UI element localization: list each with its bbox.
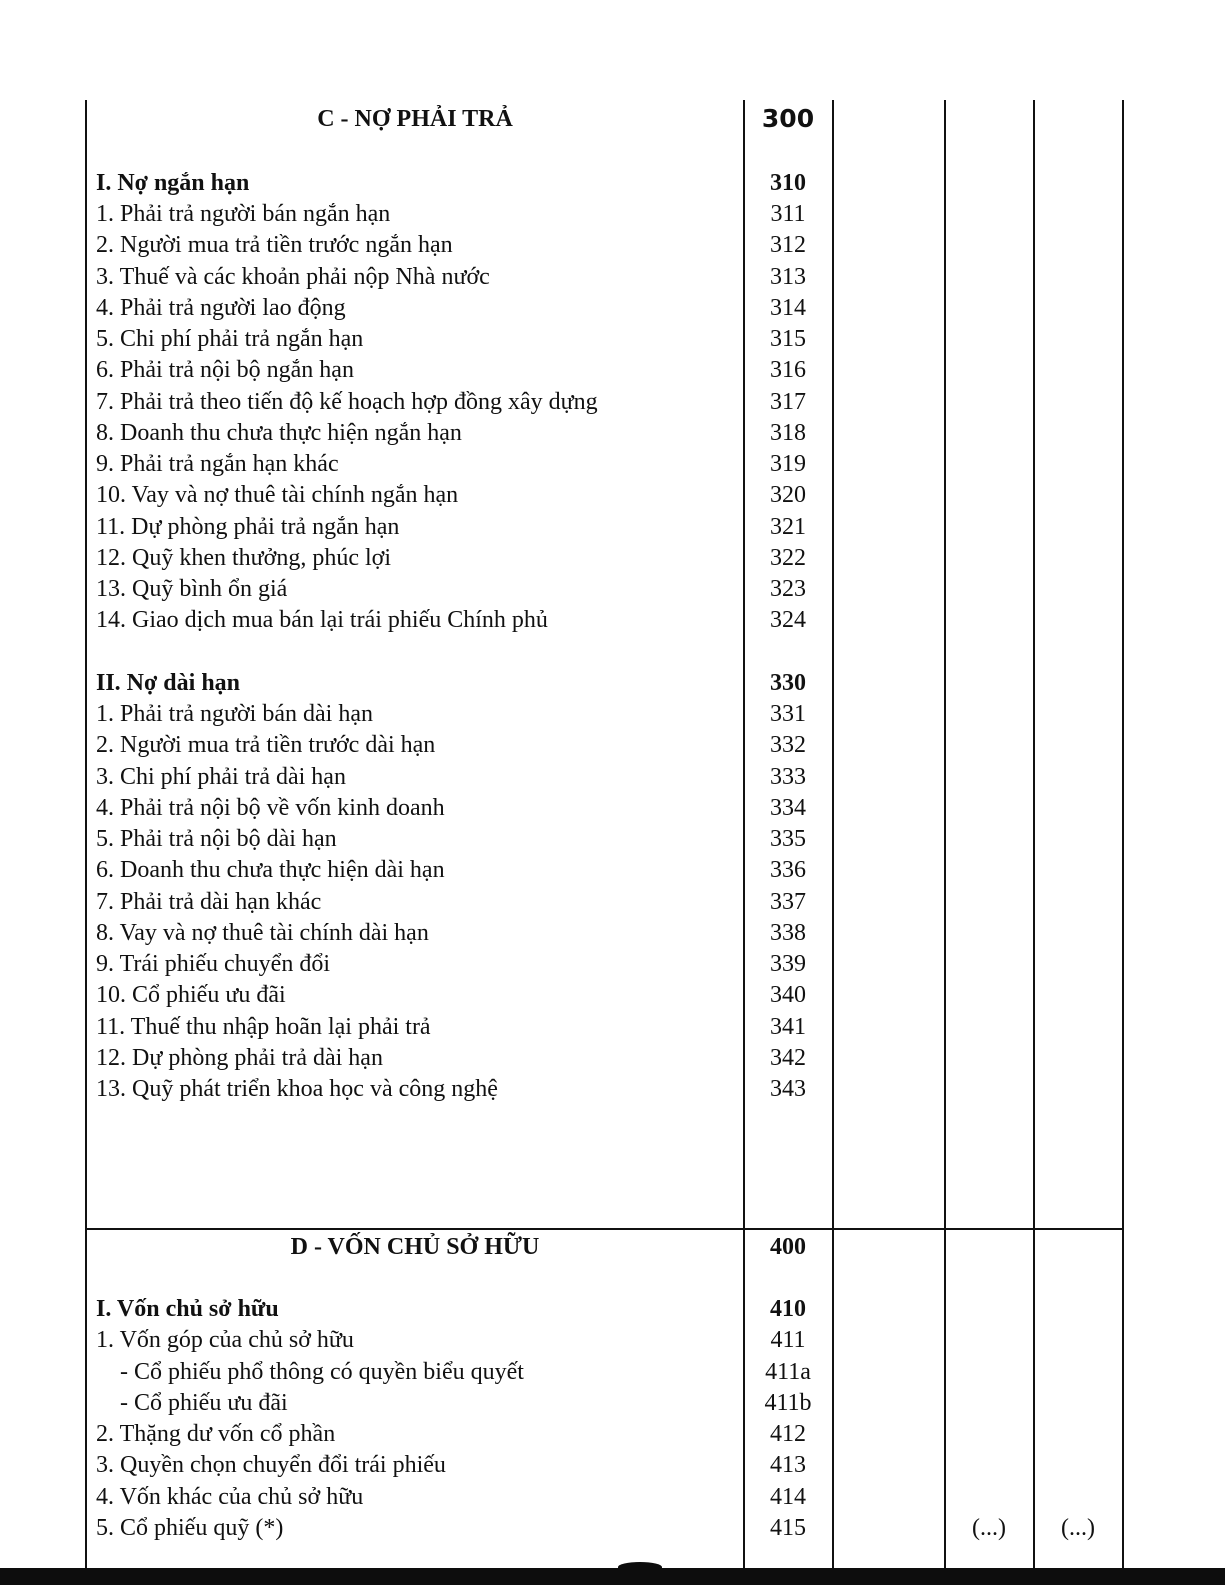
row-label: 13. Quỹ phát triển khoa học và công nghệ [96,1076,498,1102]
row-code: 319 [770,451,806,477]
row-label: 3. Chi phí phải trả dài hạn [96,764,346,790]
group-title: I. Vốn chủ sở hữu [96,1296,279,1322]
row-code: 337 [770,889,806,915]
row-label: 1. Phải trả người bán ngắn hạn [96,201,391,227]
row-label: 8. Doanh thu chưa thực hiện ngắn hạn [96,420,462,446]
row-label: 14. Giao dịch mua bán lại trái phiếu Chính phủ [96,607,548,633]
row-code: 340 [770,982,806,1008]
row-label: 12. Quỹ khen thưởng, phúc lợi [96,545,392,571]
group-title: I. Nợ ngắn hạn [96,170,250,196]
table-row [0,1513,1225,1543]
row-code: 332 [770,732,806,758]
row-code: 414 [770,1484,806,1510]
row-code: 338 [770,920,806,946]
row-code: 323 [770,576,806,602]
row-code: 316 [770,357,806,383]
row-label: 5. Phải trả nội bộ dài hạn [96,826,337,852]
row-code: 343 [770,1076,806,1102]
row-code: 335 [770,826,806,852]
row-code: 341 [770,1014,806,1040]
row-label: 1. Phải trả người bán dài hạn [96,701,373,727]
row-label: 3. Quyền chọn chuyển đổi trái phiếu [96,1452,446,1478]
row-label: - Cổ phiếu ưu đãi [120,1390,288,1416]
row-label: 11. Dự phòng phải trả ngắn hạn [96,514,400,540]
row-code: 314 [770,295,806,321]
row-code: 342 [770,1045,806,1071]
row-label: 10. Vay và nợ thuê tài chính ngắn hạn [96,482,459,508]
page-edge [0,1568,1225,1585]
row-code: 411a [765,1359,811,1385]
row-code: 322 [770,545,806,571]
row-label: 11. Thuế thu nhập hoãn lại phải trả [96,1014,431,1040]
row-label: 4. Phải trả người lao động [96,295,346,321]
row-label: 7. Phải trả theo tiến độ kế hoạch hợp đồng xây dựng [96,389,598,415]
row-label: 8. Vay và nợ thuê tài chính dài hạn [96,920,429,946]
column-divider-4 [1033,100,1035,1570]
section-code: 300 [761,104,815,133]
row-code: 339 [770,951,806,977]
row-label: 1. Vốn góp của chủ sở hữu [96,1327,354,1353]
row-label: 6. Doanh thu chưa thực hiện dài hạn [96,857,445,883]
row-code: 318 [770,420,806,446]
column-divider-code-right [832,100,834,1570]
row-label: 12. Dự phòng phải trả dài hạn [96,1045,383,1071]
column-divider-3 [944,100,946,1570]
row-label: 5. Chi phí phải trả ngắn hạn [96,326,364,352]
column-divider-code-left [743,100,745,1570]
row-label: 4. Phải trả nội bộ về vốn kinh doanh [96,795,445,821]
row-code: 413 [770,1452,806,1478]
row-code: 333 [770,764,806,790]
group-title: II. Nợ dài hạn [96,670,241,696]
section-code: 400 [770,1234,806,1260]
row-code: 320 [770,482,806,508]
row-code: 331 [770,701,806,727]
row-code: 313 [770,264,806,290]
table-border-left [85,100,87,1570]
row-label: 2. Người mua trả tiền trước ngắn hạn [96,232,453,258]
group-code: 310 [770,170,806,196]
row-label: 7. Phải trả dài hạn khác [96,889,322,915]
section-divider [85,1228,1124,1230]
column-4-value: (...) [972,1515,1006,1541]
row-code: 334 [770,795,806,821]
row-label: 6. Phải trả nội bộ ngắn hạn [96,357,354,383]
row-label: - Cổ phiếu phổ thông có quyền biểu quyết [120,1359,524,1385]
section-title: C - NỢ PHẢI TRẢ [317,106,513,132]
row-code: 317 [770,389,806,415]
row-label: 2. Người mua trả tiền trước dài hạn [96,732,436,758]
row-code: 411b [764,1390,812,1416]
row-code: 321 [770,514,806,540]
section-title: D - VỐN CHỦ SỞ HỮU [290,1234,540,1260]
row-label: 4. Vốn khác của chủ sở hữu [96,1484,364,1510]
row-code: 336 [770,857,806,883]
row-label: 9. Phải trả ngắn hạn khác [96,451,339,477]
column-5-value: (...) [1061,1515,1095,1541]
row-code: 415 [770,1515,806,1541]
row-label: 10. Cổ phiếu ưu đãi [96,982,286,1008]
row-code: 312 [770,232,806,258]
row-label: 9. Trái phiếu chuyển đổi [96,951,330,977]
row-label: 5. Cổ phiếu quỹ (*) [96,1515,284,1541]
row-code: 412 [770,1421,806,1447]
row-code: 311 [770,201,806,227]
group-code: 330 [770,670,806,696]
group-code: 410 [770,1296,806,1322]
row-label: 13. Quỹ bình ổn giá [96,576,288,602]
row-code: 324 [770,607,806,633]
table-border-right [1122,100,1124,1570]
row-code: 411 [770,1327,806,1353]
row-label: 2. Thặng dư vốn cổ phần [96,1421,336,1447]
row-label: 3. Thuế và các khoản phải nộp Nhà nước [96,264,490,290]
page-edge-notch [618,1562,662,1572]
row-code: 315 [770,326,806,352]
